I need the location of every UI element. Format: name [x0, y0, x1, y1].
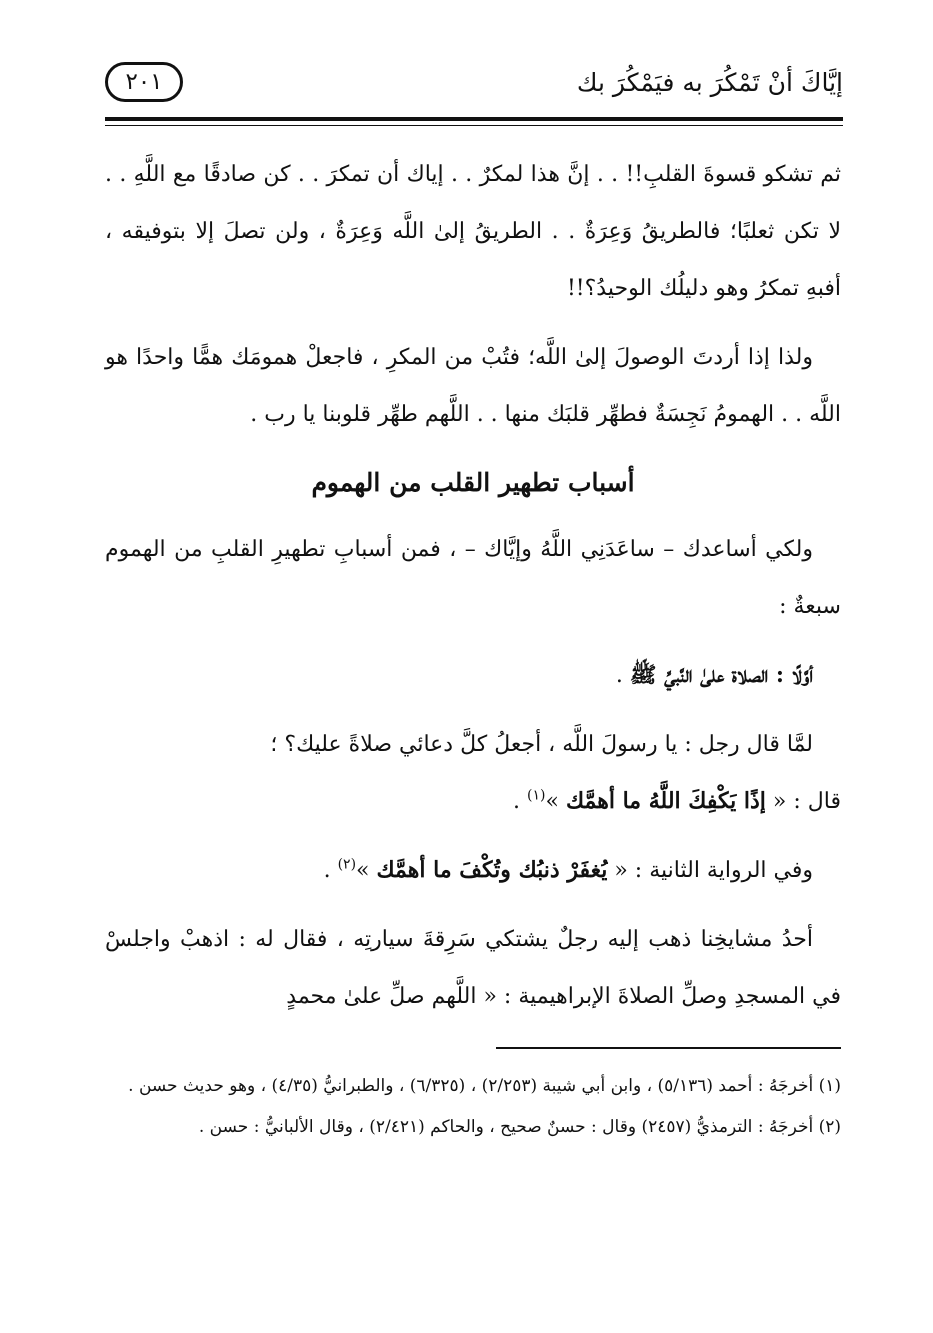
header-divider-thin: [105, 125, 843, 126]
paragraph-3: ولكي أساعدك – ساعَدَنِي اللَّهُ وإيَّاك – ، فمن أسبابِ تطهيرِ القلبِ من الهموم سبعةٌ :: [105, 537, 841, 619]
paragraph-1: ثم تشكو قسوةَ القلبِ!! . . إنَّ هذا لمكرٌ . . إياك أن تمكرَ . . كن صادقًا مع اللَّهِ . . لا تكن ثعلبًا؛ فالطريقُ وَعِرَةٌ . . الطريقُ إلىٰ اللَّه وَعِرَةٌ ، ولن تصلَ إلا بتوفيقه ، أفبهِ تمكرُ وهو دليلُك الوحيدُ؟!!: [105, 162, 841, 301]
paragraph-4-end: .: [513, 789, 528, 814]
paragraph-2: ولذا إذا أردتَ الوصولَ إلىٰ اللَّه؛ فتُبْ من المكرِ ، فاجعلْ همومَك همًّا واحدًا هو اللَّه . . الهمومُ نَجِسَةٌ فطهِّر قلبَك منها . . اللَّهم طهِّر قلوبنا يا رب .: [105, 345, 841, 427]
paragraph-4: [105, 716, 841, 830]
paragraph-4-qal: قال : «: [765, 789, 841, 814]
page-number-badge: ٢٠١: [105, 62, 183, 102]
main-text: [105, 146, 841, 1025]
footnotes: [101, 1070, 841, 1152]
footnote-divider: [496, 1047, 841, 1049]
first-reason-label: أوَّلًا : الصلاة علىٰ النَّبيِّ ﷺ: [629, 662, 813, 688]
footnote-ref-2: (٢): [337, 856, 357, 873]
running-header: [105, 60, 843, 116]
first-reason-end: .: [615, 663, 630, 688]
footnote-2: (٢) أخرجَهُ : الترمذيُّ (٢٤٥٧) وقال : حسنٌ صحيح ، والحاكم (٢/٤٢١) ، وقال الألبانيُّ : حسن .: [198, 1117, 841, 1137]
paragraph-5-end: .: [323, 858, 338, 883]
header-divider-thick: [105, 117, 843, 121]
running-title: إيَّاكَ أنْ تَمْكُرَ به فيَمْكُرَ بك: [576, 68, 843, 97]
paragraph-4-question: لمَّا قال رجل : يا رسولَ اللَّه ، أجعلُ كلَّ دعائي صلاةً عليك؟ ؛: [270, 732, 813, 757]
paragraph-5-close: »: [356, 858, 377, 883]
section-heading: أسباب تطهير القلب من الهموم: [311, 468, 635, 497]
paragraph-5-start: وفي الرواية الثانية : «: [607, 858, 813, 883]
paragraph-5: [105, 842, 841, 899]
hadith-2: يُغفَرْ ذنبُك وتُكْفَ ما أهمَّك: [376, 857, 608, 883]
paragraph-6: أحدُ مشايخِنا ذهب إليه رجلٌ يشتكي سَرِقةَ سيارتِه ، فقال له : اذهبْ واجلسْ في المسجدِ وصلِّ الصلاةَ الإبراهيمية : « اللَّهم صلِّ علىٰ محمدٍ: [105, 927, 841, 1009]
hadith-1: إذًا يَكْفِكَ اللَّهُ ما أهمَّك: [565, 788, 766, 814]
first-reason: [105, 647, 841, 704]
footnote-ref-1: (١): [527, 787, 546, 804]
footnote-1: (١) أخرجَهُ : أحمد (٥/١٣٦) ، وابن أبي شيبة (٢/٢٥٣) ، (٦/٣٢٥) ، والطبرانيُّ (٤/٣٥) ، وهو حديث حسن .: [128, 1076, 841, 1096]
paragraph-4-close: »: [545, 789, 566, 814]
